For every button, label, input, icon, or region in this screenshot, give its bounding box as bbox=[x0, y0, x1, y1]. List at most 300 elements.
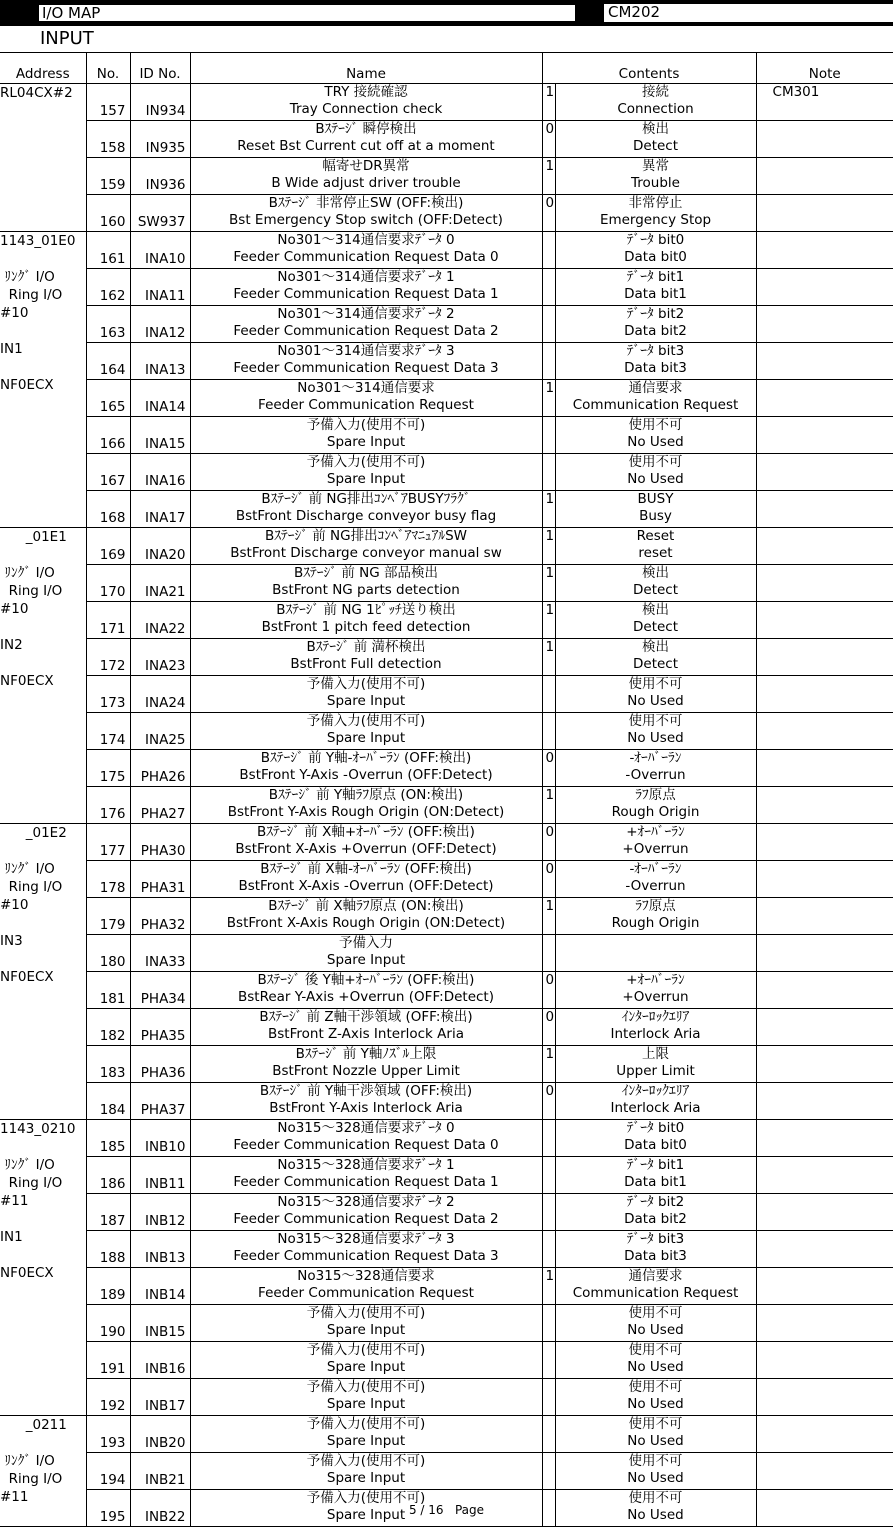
row-number bbox=[86, 824, 130, 861]
id-number bbox=[130, 1194, 190, 1231]
contents-en: Data bit2 bbox=[624, 1211, 687, 1227]
contents-en: Connection bbox=[617, 101, 694, 117]
row-number-text: 188 bbox=[99, 1250, 126, 1266]
active-level bbox=[542, 269, 555, 306]
id-number-text: PHA34 bbox=[140, 991, 186, 1007]
name-cell bbox=[190, 1083, 542, 1120]
contents-jp: ﾃﾞｰﾀ bit3 bbox=[626, 343, 685, 359]
note-cell bbox=[756, 269, 893, 306]
row-number bbox=[86, 343, 130, 380]
id-number bbox=[130, 417, 190, 454]
contents-cell bbox=[555, 1453, 756, 1490]
page-label: Page bbox=[454, 1503, 485, 1517]
table-row bbox=[0, 750, 893, 787]
id-number-text: INB12 bbox=[144, 1213, 186, 1229]
id-number bbox=[130, 1120, 190, 1157]
address-line bbox=[0, 842, 86, 860]
name-cell bbox=[190, 269, 542, 306]
name-cell bbox=[190, 602, 542, 639]
contents-jp: BUSY bbox=[637, 491, 674, 507]
table-row bbox=[0, 602, 893, 639]
contents-en: Data bit3 bbox=[624, 360, 687, 376]
row-number-text: 169 bbox=[99, 547, 126, 563]
row-number-text: 184 bbox=[99, 1102, 126, 1118]
id-number bbox=[130, 528, 190, 565]
contents-en: No Used bbox=[627, 1359, 684, 1375]
name-en: Spare Input bbox=[326, 1359, 406, 1375]
contents-cell bbox=[555, 1009, 756, 1046]
name-en: BstFront Y-Axis Interlock Aria bbox=[269, 1100, 463, 1116]
contents-cell bbox=[555, 713, 756, 750]
row-number-text: 177 bbox=[99, 843, 126, 859]
contents-cell bbox=[555, 565, 756, 602]
contents-cell bbox=[555, 824, 756, 861]
contents-jp: ﾃﾞｰﾀ bit3 bbox=[626, 1231, 685, 1247]
contents-en: Emergency Stop bbox=[599, 212, 712, 228]
active-level bbox=[542, 972, 555, 1009]
name-jp: Bｽﾃｰｼﾞ 前 NG 1ﾋﾟｯﾁ送り検出 bbox=[276, 602, 456, 618]
note-cell bbox=[756, 343, 893, 380]
active-level-text: 0 bbox=[545, 750, 555, 766]
active-level-text: 0 bbox=[545, 1083, 555, 1099]
name-jp: 予備入力(使用不可) bbox=[306, 454, 426, 470]
id-number bbox=[130, 269, 190, 306]
contents-jp: 非常停止 bbox=[628, 195, 683, 211]
contents-jp: 通信要求 bbox=[628, 1268, 683, 1284]
row-number bbox=[86, 898, 130, 935]
id-number bbox=[130, 1009, 190, 1046]
row-number-text: 179 bbox=[99, 917, 126, 933]
note-cell bbox=[756, 491, 893, 528]
id-number-text: INA21 bbox=[145, 584, 186, 600]
name-jp: Bｽﾃｰｼﾞ 前 Y軸ﾉｽﾞﾙ上限 bbox=[295, 1046, 437, 1062]
row-number bbox=[86, 417, 130, 454]
note-cell bbox=[756, 1120, 893, 1157]
name-jp: 予備入力(使用不可) bbox=[306, 676, 426, 692]
active-level-text: 1 bbox=[545, 84, 555, 100]
row-number-text: 183 bbox=[99, 1065, 126, 1081]
table-row bbox=[0, 861, 893, 898]
name-jp: Bｽﾃｰｼﾞ 瞬停検出 bbox=[315, 121, 417, 137]
active-level bbox=[542, 1305, 555, 1342]
name-cell bbox=[190, 639, 542, 676]
row-number bbox=[86, 84, 130, 121]
address-line: #10 bbox=[0, 897, 29, 913]
address-line: NF0ECX bbox=[0, 377, 54, 393]
table-row bbox=[0, 972, 893, 1009]
contents-jp: ﾃﾞｰﾀ bit2 bbox=[626, 306, 685, 322]
name-en: Feeder Communication Request Data 2 bbox=[233, 323, 499, 339]
active-level-text: 0 bbox=[545, 1009, 555, 1025]
active-level bbox=[542, 1379, 555, 1416]
name-jp: No315～328通信要求ﾃﾞｰﾀ 0 bbox=[277, 1120, 455, 1136]
active-level-text: 0 bbox=[545, 861, 555, 877]
contents-en: Detect bbox=[633, 138, 679, 154]
contents-cell bbox=[555, 1083, 756, 1120]
note-cell bbox=[756, 1453, 893, 1490]
name-jp: No315～328通信要求ﾃﾞｰﾀ 3 bbox=[277, 1231, 455, 1247]
name-cell bbox=[190, 1231, 542, 1268]
name-cell bbox=[190, 528, 542, 565]
note-cell bbox=[756, 1083, 893, 1120]
id-number bbox=[130, 491, 190, 528]
row-number bbox=[86, 195, 130, 232]
row-number-text: 171 bbox=[99, 621, 126, 637]
row-number-text: 158 bbox=[99, 140, 126, 156]
id-number-text: INB15 bbox=[144, 1324, 186, 1340]
name-en: Feeder Communication Request Data 1 bbox=[233, 286, 499, 302]
contents-jp: 検出 bbox=[642, 565, 669, 581]
row-number-text: 160 bbox=[99, 214, 126, 230]
row-number-text: 172 bbox=[99, 658, 126, 674]
address-line: 1143_01E0 bbox=[0, 233, 76, 249]
contents-en: Data bit0 bbox=[624, 1137, 687, 1153]
row-number-text: 168 bbox=[99, 510, 126, 526]
name-en: BstFront X-Axis +Overrun (OFF:Detect) bbox=[235, 841, 497, 857]
name-en: BstFront Full detection bbox=[290, 656, 442, 672]
active-level-text: 1 bbox=[545, 158, 555, 174]
id-number-text: INA13 bbox=[145, 362, 186, 378]
col-header-id: ID No. bbox=[130, 53, 190, 84]
id-number-text: IN934 bbox=[145, 103, 186, 119]
row-number bbox=[86, 676, 130, 713]
name-jp: Bｽﾃｰｼﾞ 非常停止SW (OFF:検出) bbox=[268, 195, 464, 211]
active-level-text: 0 bbox=[545, 824, 555, 840]
name-cell bbox=[190, 1379, 542, 1416]
address-cell bbox=[0, 232, 86, 528]
name-cell bbox=[190, 158, 542, 195]
name-jp: 予備入力(使用不可) bbox=[306, 713, 426, 729]
id-number-text: INA17 bbox=[145, 510, 186, 526]
contents-en: Trouble bbox=[631, 175, 680, 191]
row-number-text: 173 bbox=[99, 695, 126, 711]
row-number bbox=[86, 454, 130, 491]
id-number-text: PHA27 bbox=[140, 806, 186, 822]
note-cell bbox=[756, 639, 893, 676]
id-number-text: INA12 bbox=[145, 325, 186, 341]
active-level bbox=[542, 639, 555, 676]
contents-en: No Used bbox=[627, 730, 684, 746]
contents-en: +Overrun bbox=[622, 841, 689, 857]
address-line: NF0ECX bbox=[0, 1265, 54, 1281]
address-line: #11 bbox=[0, 1489, 29, 1505]
model-code: CM202 bbox=[604, 4, 893, 22]
note-cell bbox=[756, 1342, 893, 1379]
row-number-text: 181 bbox=[99, 991, 126, 1007]
row-number bbox=[86, 121, 130, 158]
contents-cell bbox=[555, 232, 756, 269]
active-level bbox=[542, 713, 555, 750]
contents-en: -Overrun bbox=[625, 878, 686, 894]
contents-en: Data bit1 bbox=[624, 1174, 687, 1190]
note-cell bbox=[756, 824, 893, 861]
id-number bbox=[130, 824, 190, 861]
name-cell bbox=[190, 898, 542, 935]
id-number bbox=[130, 380, 190, 417]
name-cell bbox=[190, 824, 542, 861]
contents-jp: 上限 bbox=[642, 1046, 669, 1062]
name-cell bbox=[190, 491, 542, 528]
id-number-text: IN936 bbox=[145, 177, 186, 193]
contents-en: No Used bbox=[627, 471, 684, 487]
id-number-text: INA24 bbox=[145, 695, 186, 711]
address-line bbox=[0, 654, 86, 672]
id-number-text: INB11 bbox=[144, 1176, 186, 1192]
id-number-text: IN935 bbox=[145, 140, 186, 156]
id-number-text: INA11 bbox=[145, 288, 186, 304]
name-en: BstFront X-Axis Rough Origin (ON:Detect) bbox=[226, 915, 506, 931]
id-number-text: PHA31 bbox=[140, 880, 186, 896]
name-cell bbox=[190, 380, 542, 417]
id-number-text: INB14 bbox=[144, 1287, 186, 1303]
note-cell bbox=[756, 565, 893, 602]
active-level bbox=[542, 1083, 555, 1120]
row-number-text: 189 bbox=[99, 1287, 126, 1303]
name-jp: No315～328通信要求ﾃﾞｰﾀ 1 bbox=[277, 1157, 455, 1173]
note-cell bbox=[756, 121, 893, 158]
note-cell bbox=[756, 1379, 893, 1416]
row-number-text: 175 bbox=[99, 769, 126, 785]
id-number bbox=[130, 121, 190, 158]
contents-cell bbox=[555, 1194, 756, 1231]
name-en: Spare Input bbox=[326, 1507, 406, 1523]
contents-en: Interlock Aria bbox=[610, 1026, 701, 1042]
row-number-text: 166 bbox=[99, 436, 126, 452]
note-cell bbox=[756, 195, 893, 232]
name-en: BstFront 1 pitch feed detection bbox=[261, 619, 471, 635]
name-cell bbox=[190, 1009, 542, 1046]
name-jp: 予備入力(使用不可) bbox=[306, 1305, 426, 1321]
table-row bbox=[0, 84, 893, 121]
row-number bbox=[86, 1083, 130, 1120]
contents-en: Detect bbox=[633, 619, 679, 635]
contents-jp: +ｵｰﾊﾞｰﾗﾝ bbox=[626, 972, 685, 988]
section-title: INPUT bbox=[40, 28, 94, 49]
name-en: Feeder Communication Request Data 0 bbox=[233, 1137, 499, 1153]
table-row bbox=[0, 1157, 893, 1194]
name-jp: Bｽﾃｰｼﾞ 前 Z軸干渉領域 (OFF:検出) bbox=[259, 1009, 473, 1025]
name-en: Spare Input bbox=[326, 1470, 406, 1486]
active-level bbox=[542, 343, 555, 380]
contents-cell bbox=[555, 1268, 756, 1305]
row-number-text: 164 bbox=[99, 362, 126, 378]
id-number-text: INA25 bbox=[145, 732, 186, 748]
contents-jp: -ｵｰﾊﾞｰﾗﾝ bbox=[629, 750, 682, 766]
table-row bbox=[0, 269, 893, 306]
active-level bbox=[542, 1231, 555, 1268]
address-cell bbox=[0, 84, 86, 232]
name-cell bbox=[190, 1046, 542, 1083]
id-number bbox=[130, 602, 190, 639]
table-row bbox=[0, 1046, 893, 1083]
row-number-text: 176 bbox=[99, 806, 126, 822]
contents-jp: ﾗﾌ原点 bbox=[635, 898, 676, 914]
id-number-text: INB16 bbox=[144, 1361, 186, 1377]
id-number-text: INB10 bbox=[144, 1139, 186, 1155]
address-line bbox=[0, 1138, 86, 1156]
address-line: IN2 bbox=[0, 637, 23, 653]
note-cell bbox=[756, 1305, 893, 1342]
name-en: Feeder Communication Request Data 3 bbox=[233, 360, 499, 376]
note-cell bbox=[756, 861, 893, 898]
name-cell bbox=[190, 84, 542, 121]
active-level bbox=[542, 454, 555, 491]
name-en: Feeder Communication Request Data 2 bbox=[233, 1211, 499, 1227]
name-en: BstFront Discharge conveyor busy flag bbox=[235, 508, 497, 524]
row-number-text: 195 bbox=[99, 1509, 126, 1525]
note-cell bbox=[756, 935, 893, 972]
contents-jp: 使用不可 bbox=[628, 1342, 683, 1358]
table-row bbox=[0, 565, 893, 602]
row-number-text: 182 bbox=[99, 1028, 126, 1044]
id-number bbox=[130, 1379, 190, 1416]
note-cell bbox=[756, 454, 893, 491]
name-jp: 予備入力(使用不可) bbox=[306, 1490, 426, 1506]
contents-jp: ｲﾝﾀｰﾛｯｸｴﾘｱ bbox=[621, 1083, 690, 1099]
address-line: RL04CX#2 bbox=[0, 85, 73, 101]
active-level-text: 1 bbox=[545, 1268, 555, 1284]
active-level-text: 1 bbox=[545, 787, 555, 803]
table-row bbox=[0, 1120, 893, 1157]
col-header-address: Address bbox=[0, 53, 86, 84]
address-line: IN1 bbox=[0, 1229, 23, 1245]
name-cell bbox=[190, 417, 542, 454]
name-cell bbox=[190, 1416, 542, 1453]
name-en: Spare Input bbox=[326, 1322, 406, 1338]
note-cell bbox=[756, 232, 893, 269]
active-level bbox=[542, 1194, 555, 1231]
row-number-text: 192 bbox=[99, 1398, 126, 1414]
contents-en: reset bbox=[638, 545, 673, 561]
contents-en: Communication Request bbox=[572, 1285, 739, 1301]
row-number-text: 157 bbox=[99, 103, 126, 119]
active-level bbox=[542, 1268, 555, 1305]
name-jp: Bｽﾃｰｼﾞ 前 満杯検出 bbox=[306, 639, 426, 655]
table-row bbox=[0, 528, 893, 565]
note-cell bbox=[756, 1009, 893, 1046]
table-row bbox=[0, 232, 893, 269]
active-level bbox=[542, 1009, 555, 1046]
table-row bbox=[0, 1453, 893, 1490]
active-level-text: 1 bbox=[545, 380, 555, 396]
address-line: ﾘﾝｸﾞ I/O bbox=[0, 269, 55, 285]
contents-en: +Overrun bbox=[622, 989, 689, 1005]
active-level bbox=[542, 935, 555, 972]
contents-cell bbox=[555, 528, 756, 565]
name-cell bbox=[190, 972, 542, 1009]
address-cell bbox=[0, 824, 86, 1120]
row-number bbox=[86, 232, 130, 269]
name-en: BstFront Nozzle Upper Limit bbox=[272, 1063, 460, 1079]
name-cell bbox=[190, 750, 542, 787]
note-cell bbox=[756, 417, 893, 454]
row-number bbox=[86, 1416, 130, 1453]
row-number bbox=[86, 1453, 130, 1490]
active-level bbox=[542, 306, 555, 343]
contents-jp: -ｵｰﾊﾞｰﾗﾝ bbox=[629, 861, 682, 877]
row-number bbox=[86, 1231, 130, 1268]
name-cell bbox=[190, 1157, 542, 1194]
id-number-text: PHA32 bbox=[140, 917, 186, 933]
table-row bbox=[0, 1194, 893, 1231]
id-number bbox=[130, 898, 190, 935]
row-number bbox=[86, 972, 130, 1009]
id-number bbox=[130, 1231, 190, 1268]
name-cell bbox=[190, 935, 542, 972]
row-number bbox=[86, 491, 130, 528]
contents-jp: 使用不可 bbox=[628, 1416, 683, 1432]
active-level bbox=[542, 1046, 555, 1083]
name-jp: TRY 接続確認 bbox=[324, 84, 408, 100]
table-body bbox=[0, 84, 893, 1527]
id-number bbox=[130, 306, 190, 343]
note-cell bbox=[756, 528, 893, 565]
row-number bbox=[86, 306, 130, 343]
id-number-text: SW937 bbox=[137, 214, 186, 230]
address-line: ﾘﾝｸﾞ I/O bbox=[0, 1453, 55, 1469]
address-line: IN1 bbox=[0, 341, 23, 357]
row-number-text: 162 bbox=[99, 288, 126, 304]
name-en: Feeder Communication Request bbox=[258, 1285, 474, 1301]
active-level bbox=[542, 861, 555, 898]
table-row bbox=[0, 1305, 893, 1342]
id-number-text: INA20 bbox=[145, 547, 186, 563]
id-number-text: PHA37 bbox=[140, 1102, 186, 1118]
active-level bbox=[542, 232, 555, 269]
address-line: #10 bbox=[0, 305, 29, 321]
id-number-text: INA22 bbox=[145, 621, 186, 637]
active-level bbox=[542, 1416, 555, 1453]
name-jp: 予備入力(使用不可) bbox=[306, 1416, 426, 1432]
contents-jp: 異常 bbox=[642, 158, 669, 174]
active-level bbox=[542, 84, 555, 121]
active-level bbox=[542, 491, 555, 528]
id-number bbox=[130, 1083, 190, 1120]
table-row bbox=[0, 1416, 893, 1453]
id-number-text: INA15 bbox=[145, 436, 186, 452]
id-number bbox=[130, 972, 190, 1009]
row-number bbox=[86, 1305, 130, 1342]
address-line: NF0ECX bbox=[0, 969, 54, 985]
note-text: CM301 bbox=[772, 84, 820, 100]
id-number bbox=[130, 676, 190, 713]
row-number-text: 187 bbox=[99, 1213, 126, 1229]
table-row bbox=[0, 195, 893, 232]
address-line: ﾘﾝｸﾞ I/O bbox=[0, 1157, 55, 1173]
id-number bbox=[130, 232, 190, 269]
active-level bbox=[542, 195, 555, 232]
name-en: BstRear Y-Axis +Overrun (OFF:Detect) bbox=[237, 989, 494, 1005]
contents-jp: ﾃﾞｰﾀ bit0 bbox=[626, 1120, 685, 1136]
name-jp: Bｽﾃｰｼﾞ 前 Y軸干渉領域 (OFF:検出) bbox=[259, 1083, 473, 1099]
contents-en: No Used bbox=[627, 1507, 684, 1523]
name-en: Spare Input bbox=[326, 434, 406, 450]
document-title: I/O MAP bbox=[38, 4, 576, 22]
name-jp: Bｽﾃｰｼﾞ 前 Y軸-ｵｰﾊﾞｰﾗﾝ (OFF:検出) bbox=[260, 750, 472, 766]
id-number bbox=[130, 1453, 190, 1490]
contents-jp: 検出 bbox=[642, 602, 669, 618]
contents-cell bbox=[555, 972, 756, 1009]
row-number bbox=[86, 1194, 130, 1231]
name-cell bbox=[190, 343, 542, 380]
id-number bbox=[130, 787, 190, 824]
id-number-text: PHA30 bbox=[140, 843, 186, 859]
active-level bbox=[542, 787, 555, 824]
active-level bbox=[542, 380, 555, 417]
contents-cell bbox=[555, 454, 756, 491]
active-level bbox=[542, 898, 555, 935]
address-line: IN3 bbox=[0, 933, 23, 949]
